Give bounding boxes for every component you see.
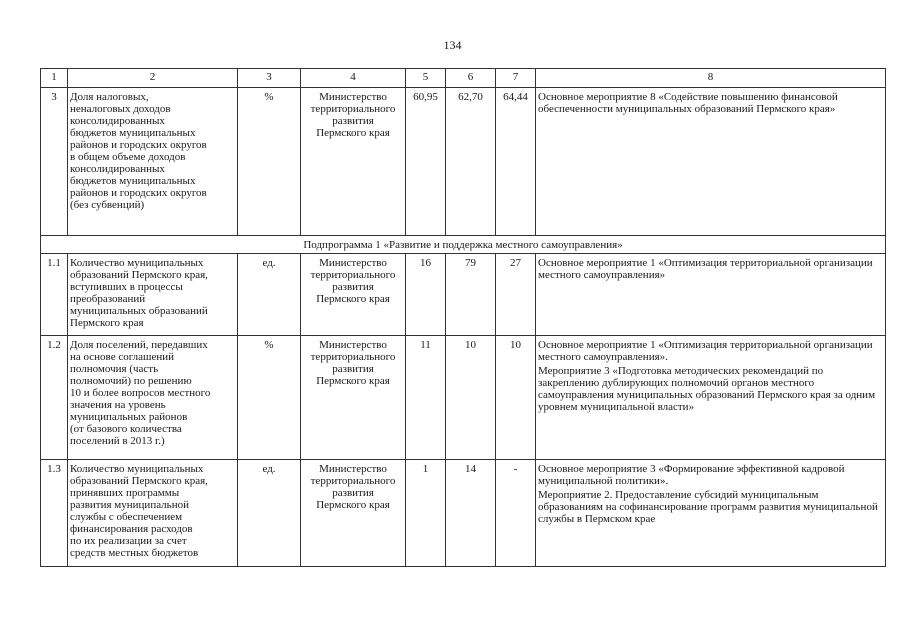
measures-cell (536, 460, 886, 567)
header-cell: 6 (446, 69, 496, 88)
measures-cell (536, 336, 886, 460)
responsible-executor: Министерство территориального развития Пермского края (301, 254, 406, 336)
value-col-5: 16 (406, 254, 446, 336)
value-col-6: 79 (446, 254, 496, 336)
unit-of-measure: ед. (238, 254, 301, 336)
value-col-7: 10 (496, 336, 536, 460)
header-cell: 2 (68, 69, 238, 88)
measure-text: Основное мероприятие 1 «Оптимизация территориальной организации местного самоуправления». (538, 339, 873, 363)
row-number: 1.1 (41, 254, 68, 336)
table-row (41, 254, 886, 336)
table-row (41, 336, 886, 460)
unit-of-measure: % (238, 336, 301, 460)
value-col-5: 60,95 (406, 88, 446, 236)
value-col-7: - (496, 460, 536, 567)
indicator-name: Количество муниципальных образований Пермского края, принявших программы развития муниципальной службы с обеспечением финансирования расходов по их реализации за счет средств местных бюджетов (68, 460, 238, 567)
value-col-6: 10 (446, 336, 496, 460)
table-row (41, 88, 886, 236)
value-col-7: 27 (496, 254, 536, 336)
row-number: 3 (41, 88, 68, 236)
indicator-name: Количество муниципальных образований Пермского края, вступивших в процессы преобразований муниципальных образований Пермского края (68, 254, 238, 336)
indicator-name: Доля поселений, передавших на основе соглашений полномочия (часть полномочий) по решению 10 и более вопросов местного значения на уровень муниципальных районов (от базового количества поселений в 2013 г.) (68, 336, 238, 460)
measure-text: Основное мероприятие 1 «Оптимизация территориальной организации местного самоуправления» (538, 257, 873, 281)
value-col-6: 62,70 (446, 88, 496, 236)
measure-text: Основное мероприятие 3 «Формирование эффективной кадровой муниципальной политики». (538, 463, 845, 487)
indicators-table (40, 68, 886, 567)
row-number: 1.2 (41, 336, 68, 460)
row-number: 1.3 (41, 460, 68, 567)
responsible-executor: Министерство территориального развития Пермского края (301, 336, 406, 460)
table-row (41, 460, 886, 567)
header-cell: 1 (41, 69, 68, 88)
responsible-executor: Министерство территориального развития Пермского края (301, 88, 406, 236)
value-col-5: 1 (406, 460, 446, 567)
page-number: 134 (443, 38, 462, 52)
measures-cell (536, 88, 886, 236)
header-cell: 4 (301, 69, 406, 88)
subprogram-row (41, 236, 886, 254)
measures-cell (536, 254, 886, 336)
header-row (41, 69, 886, 88)
header-cell: 3 (238, 69, 301, 88)
header-cell: 8 (536, 69, 886, 88)
measure-text: Мероприятие 3 «Подготовка методических рекомендаций по закреплению дублирующих полномочий органов местного самоуправления муниципальных образований Пермского края за одним уровнем муниципальной власти» (538, 365, 876, 413)
unit-of-measure: % (238, 88, 301, 236)
responsible-executor: Министерство территориального развития Пермского края (301, 460, 406, 567)
indicator-name: Доля налоговых, неналоговых доходов консолидированных бюджетов муниципальных районов и городских округов в общем объеме доходов консолидированных бюджетов муниципальных районов и городских округов (без субвенций) (68, 88, 238, 236)
value-col-7: 64,44 (496, 88, 536, 236)
measure-text: Мероприятие 2. Предоставление субсидий муниципальным образованиям на софинансирование программ развития муниципальной службы в Пермском крае (538, 489, 878, 525)
value-col-6: 14 (446, 460, 496, 567)
subprogram-title: Подпрограмма 1 «Развитие и поддержка местного самоуправления» (41, 236, 886, 254)
unit-of-measure: ед. (238, 460, 301, 567)
header-cell: 5 (406, 69, 446, 88)
value-col-5: 11 (406, 336, 446, 460)
measure-text: Основное мероприятие 8 «Содействие повышению финансовой обеспеченности муниципальных образований Пермского края» (538, 91, 838, 115)
header-cell: 7 (496, 69, 536, 88)
